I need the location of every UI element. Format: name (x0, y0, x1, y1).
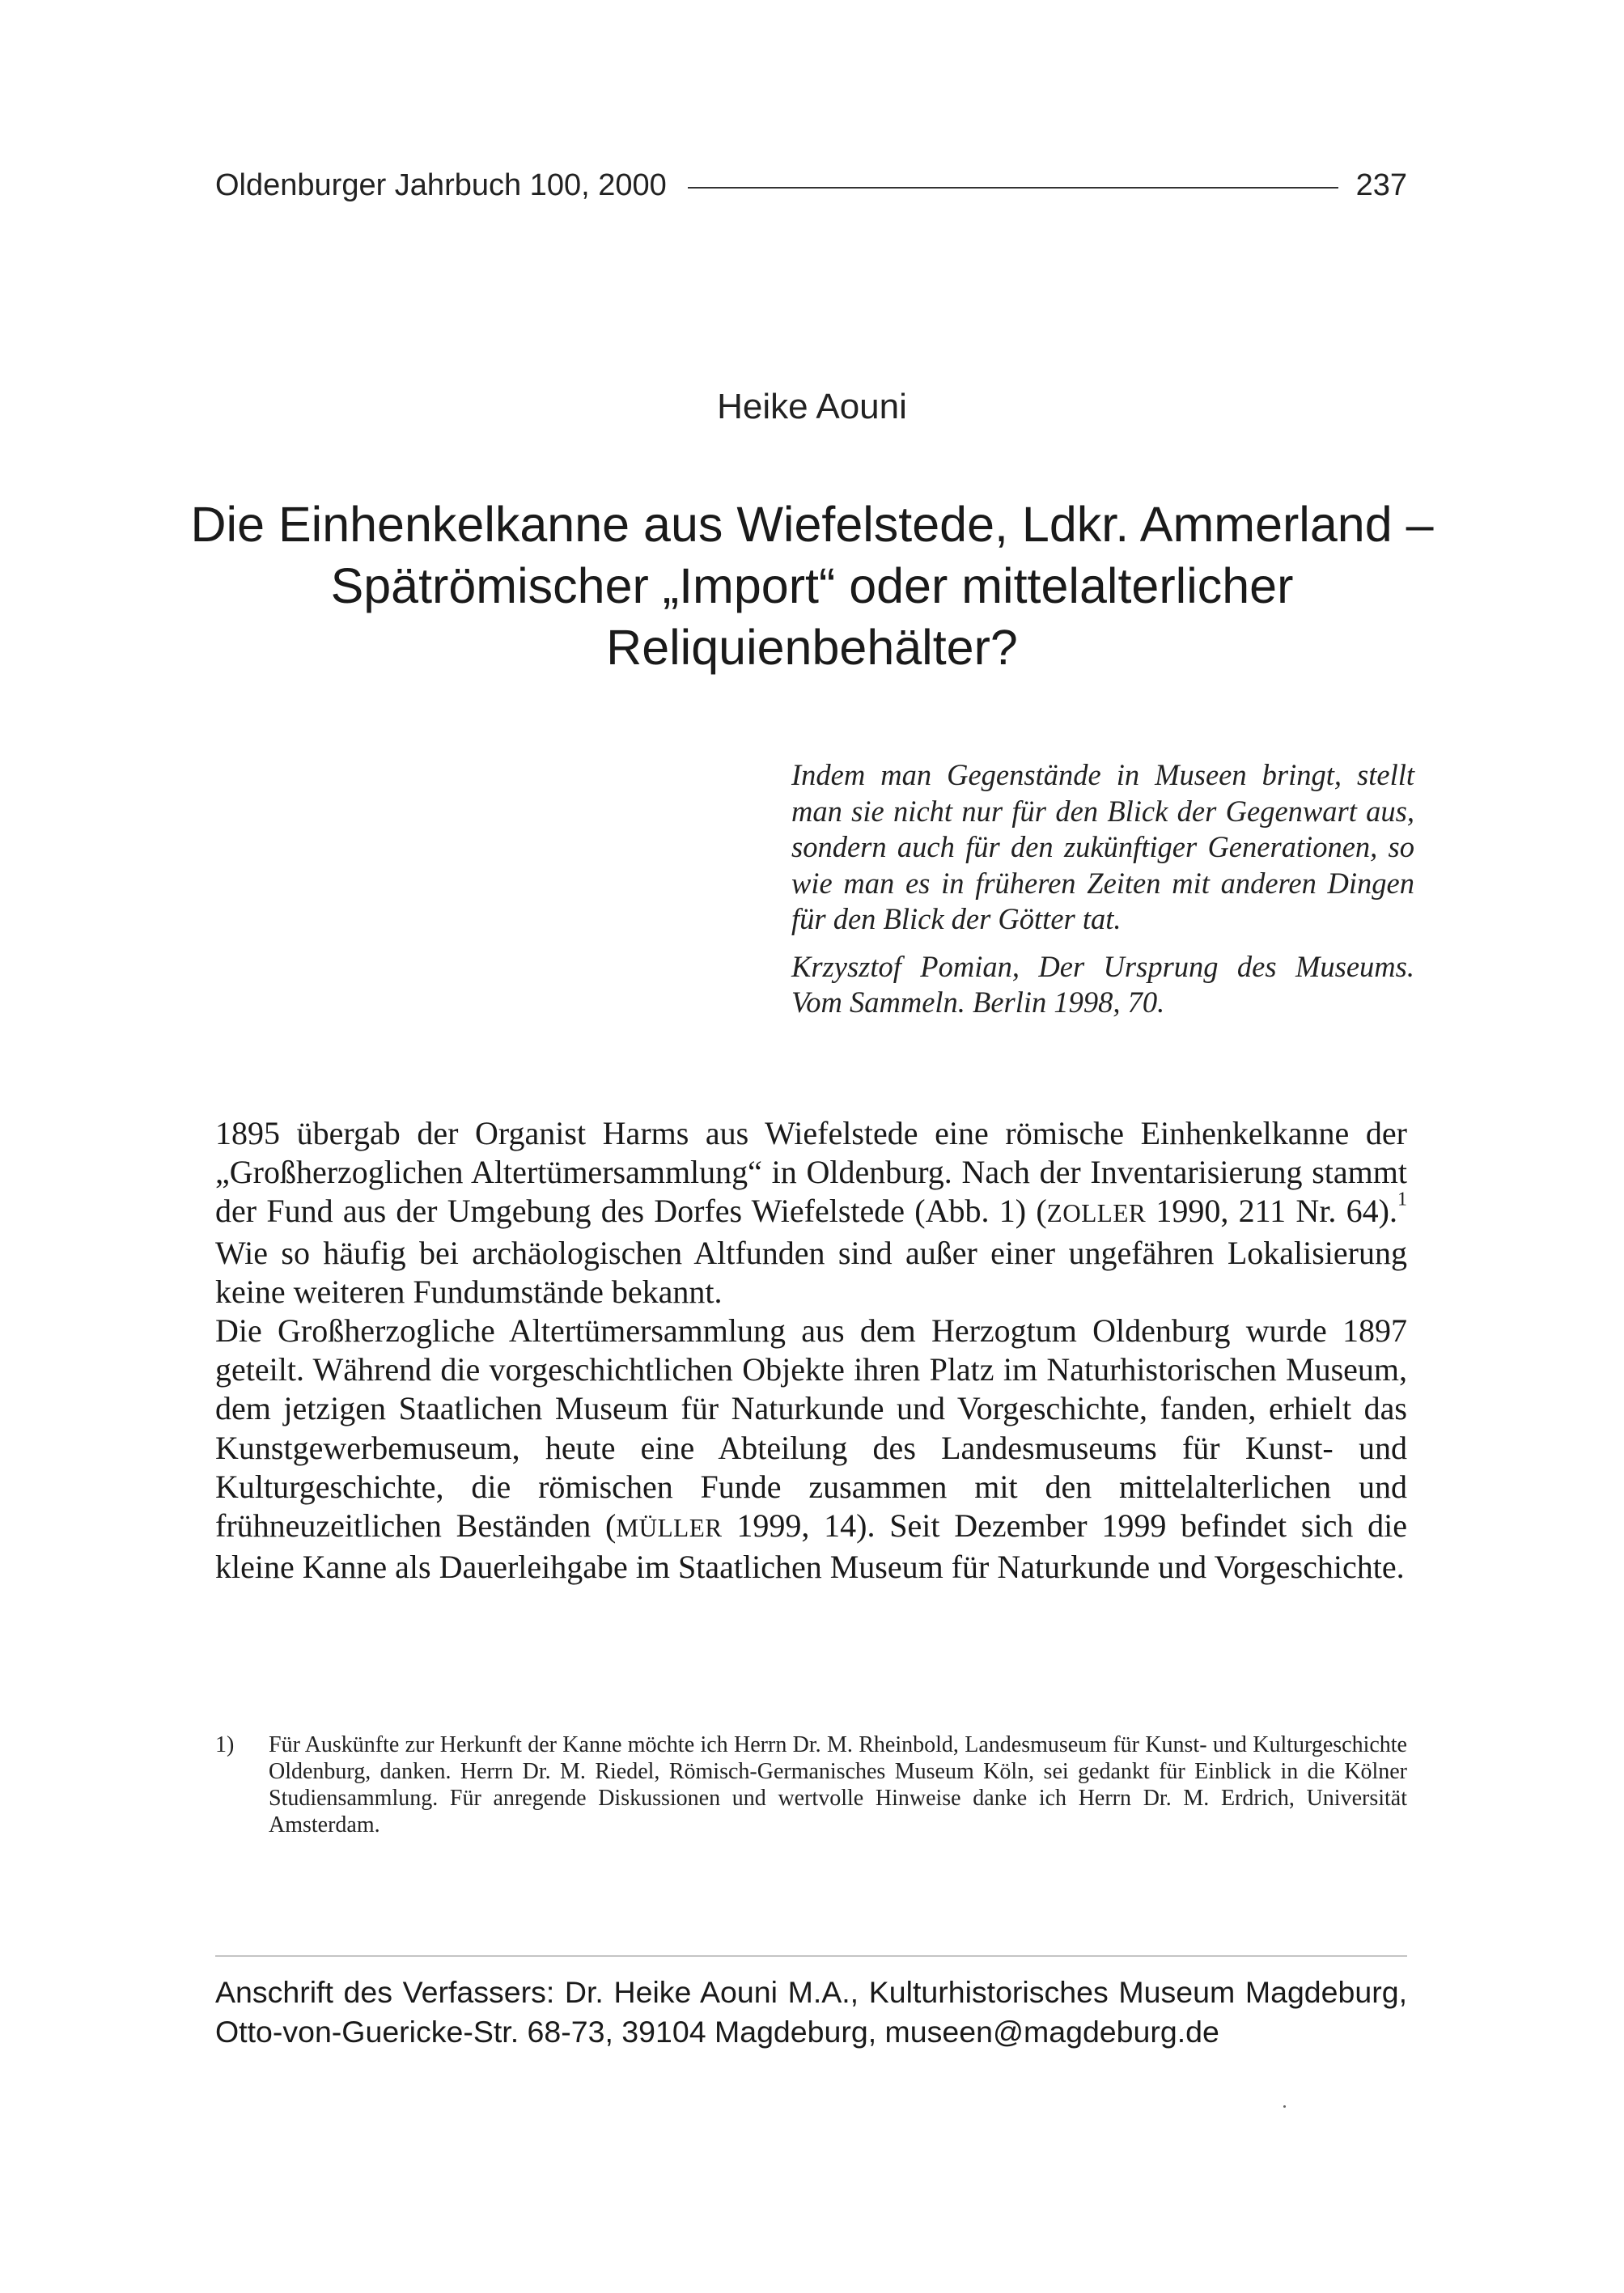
body-paragraph (215, 1312, 1407, 1587)
running-header (215, 168, 1407, 203)
scan-speck (1283, 2105, 1286, 2108)
author-address: Anschrift des Verfassers: Dr. Heike Aouni M.A., Kulturhistorisches Museum Magdeburg, Otto-von-Guericke-Str. 68-73, 39104 Magdeburg, museen@magdeburg.de (215, 1975, 1407, 2049)
title-line: Spätrömischer „Import“ oder mittelalterlicher (330, 558, 1294, 613)
page-number: 237 (1355, 168, 1407, 202)
footnote-text: Für Auskünfte zur Herkunft der Kanne möchte ich Herrn Dr. M. Rheinbold, Landesmuseum für Kunst- und Kulturgeschichte Oldenburg, danken. Herrn Dr. M. Riedel, Römisch-Germanisches Museum Köln, sei gedankt für Einblick in die Kölner Studiensammlung. Für anregende Diskussionen und wertvolle Hinweise danke ich Herrn Dr. M. Erdrich, Universität Amsterdam. (269, 1732, 1407, 1837)
body-text (215, 1114, 1407, 1587)
text-run: 1990, 211 Nr. 64). (1146, 1193, 1397, 1230)
epigraph-quote: Indem man Gegenstände in Museen bringt, stellt man sie nicht nur für den Blick der Gegenwart aus, sondern auch für den zukünftiger Generationen, so wie man es in früheren Zeiten mit anderen Dingen für den Blick der Götter tat. (791, 758, 1414, 935)
body-paragraph (215, 1114, 1407, 1312)
title-line: Die Einhenkelkanne aus Wiefelstede, Ldkr. Ammerland – (190, 497, 1434, 552)
text-run: 1895 übergab der Organist Harms aus Wiefelstede eine römische Einhenkelkanne der „Großherzoglichen Altertümersammlung“ in Oldenburg. Nach der Inventarisierung stammt der Fund aus der Umgebung des Dorfes Wiefelstede (Abb. 1) ( (215, 1115, 1407, 1230)
journal-citation: Oldenburger Jahrbuch 100, 2000 (215, 168, 667, 202)
article-author: Heike Aouni (717, 387, 907, 426)
epigraph (791, 757, 1414, 1021)
text-run: 1999, 14). Seit Dezember 1999 befindet sich die kleine Kanne als Dauerleihgabe im Staatlichen Museum für Naturkunde und Vorgeschichte. (215, 1507, 1407, 1586)
author-citation-smallcaps: ZOLLER (1046, 1199, 1147, 1228)
text-run: Wie so häufig bei archäologischen Altfunden sind außer einer ungefähren Lokalisierung keine weiteren Fundumstände bekannt. (215, 1234, 1407, 1310)
footnote-marker: 1) (215, 1732, 235, 1757)
text-run: Die Großherzogliche Altertümersammlung aus dem Herzogtum Oldenburg wurde 1897 geteilt. Während die vorgeschichtlichen Objekte ihren Platz im Naturhistorischen Museum, dem jetzigen Staatlichen Museum für Naturkunde und Vorgeschichte, fanden, erhielt das Kunstgewerbemuseum, heute eine Abteilung des Landesmuseums für Kunst- und Kulturgeschichte, die römischen Funde zusammen mit den mittelalterlichen und frühneuzeitlichen Beständen ( (215, 1312, 1407, 1545)
title-line: Reliquienbehälter? (606, 620, 1018, 675)
epigraph-source: Krzysztof Pomian, Der Ursprung des Museums. Vom Sammeln. Berlin 1998, 70. (791, 949, 1414, 1019)
header-rule (688, 187, 1338, 189)
author-citation-smallcaps: MÜLLER (616, 1514, 723, 1543)
article-title (162, 494, 1462, 678)
footnote (215, 1731, 1407, 1838)
footnote-reference[interactable]: 1 (1397, 1189, 1407, 1211)
